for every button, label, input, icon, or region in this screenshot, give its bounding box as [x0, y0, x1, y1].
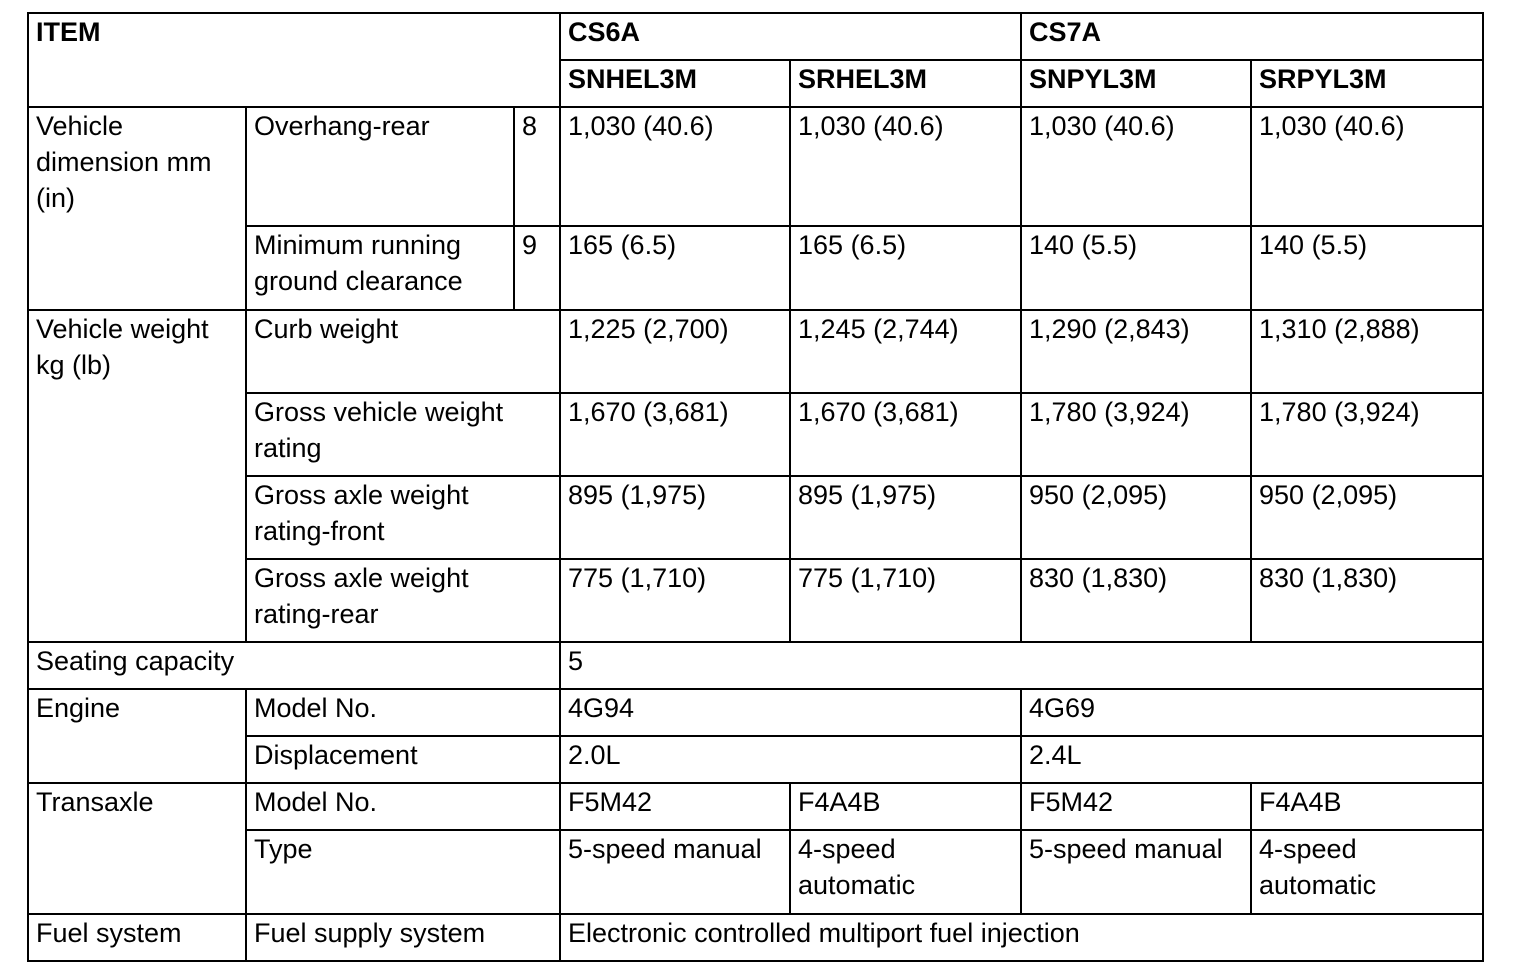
specifications-table [27, 12, 1484, 962]
row-number: 8 [514, 107, 560, 226]
cell-value: 4G94 [560, 689, 1021, 736]
row-label: Gross axle weight rating-front [246, 476, 560, 559]
seating-capacity-label: Seating capacity [28, 642, 560, 689]
transaxle-label: Transaxle [28, 783, 246, 914]
table-row [28, 559, 1483, 642]
cell-value: 1,030 (40.6) [790, 107, 1021, 226]
cell-value: F4A4B [790, 783, 1021, 830]
vehicle-dimension-label: Vehicle dimension mm (in) [28, 107, 246, 310]
model-header-srhel3m: SRHEL3M [790, 60, 1021, 107]
header-row-groups [28, 13, 1483, 60]
cell-value: 140 (5.5) [1251, 226, 1483, 310]
cell-value: 1,225 (2,700) [560, 310, 790, 393]
seating-capacity-value: 5 [560, 642, 1483, 689]
cell-value: 165 (6.5) [560, 226, 790, 310]
row-number: 9 [514, 226, 560, 310]
table-row [28, 914, 1483, 961]
cell-value: 895 (1,975) [560, 476, 790, 559]
cell-value: 895 (1,975) [790, 476, 1021, 559]
cell-value: 140 (5.5) [1021, 226, 1251, 310]
cell-value: 1,780 (3,924) [1251, 393, 1483, 476]
cell-value: 1,780 (3,924) [1021, 393, 1251, 476]
row-label: Gross vehicle weight rating [246, 393, 560, 476]
group-header-cs6a: CS6A [560, 13, 1021, 60]
row-label: Overhang-rear [246, 107, 514, 226]
vehicle-weight-label: Vehicle weight kg (lb) [28, 310, 246, 642]
cell-value: 1,290 (2,843) [1021, 310, 1251, 393]
row-label: Minimum running ground clearance [246, 226, 514, 310]
cell-value: 775 (1,710) [790, 559, 1021, 642]
cell-value: 1,310 (2,888) [1251, 310, 1483, 393]
cell-value: 1,030 (40.6) [1251, 107, 1483, 226]
row-label: Curb weight [246, 310, 560, 393]
table-row [28, 642, 1483, 689]
model-header-snhel3m: SNHEL3M [560, 60, 790, 107]
table-row [28, 226, 1483, 310]
table-row [28, 830, 1483, 914]
cell-value: 5-speed manual [1021, 830, 1251, 914]
row-label: Displacement [246, 736, 560, 783]
cell-value: 830 (1,830) [1251, 559, 1483, 642]
cell-value: F4A4B [1251, 783, 1483, 830]
group-header-cs7a: CS7A [1021, 13, 1483, 60]
row-label: Model No. [246, 783, 560, 830]
table-row [28, 689, 1483, 736]
cell-value: F5M42 [560, 783, 790, 830]
cell-value: 4-speed automatic [790, 830, 1021, 914]
cell-value: 1,670 (3,681) [790, 393, 1021, 476]
cell-value: 1,245 (2,744) [790, 310, 1021, 393]
table-row [28, 310, 1483, 393]
fuel-system-label: Fuel system [28, 914, 246, 961]
table-row [28, 393, 1483, 476]
row-label: Gross axle weight rating-rear [246, 559, 560, 642]
table-row [28, 783, 1483, 830]
cell-value: 775 (1,710) [560, 559, 790, 642]
item-header: ITEM [28, 13, 560, 107]
cell-value: 1,670 (3,681) [560, 393, 790, 476]
model-header-srpyl3m: SRPYL3M [1251, 60, 1483, 107]
cell-value: 5-speed manual [560, 830, 790, 914]
cell-value: 1,030 (40.6) [1021, 107, 1251, 226]
cell-value: 4-speed automatic [1251, 830, 1483, 914]
cell-value: 2.0L [560, 736, 1021, 783]
row-label: Fuel supply system [246, 914, 560, 961]
cell-value: 2.4L [1021, 736, 1483, 783]
table-row [28, 736, 1483, 783]
row-label: Type [246, 830, 560, 914]
cell-value: 165 (6.5) [790, 226, 1021, 310]
cell-value: 1,030 (40.6) [560, 107, 790, 226]
table-row [28, 476, 1483, 559]
cell-value: F5M42 [1021, 783, 1251, 830]
cell-value: 950 (2,095) [1021, 476, 1251, 559]
row-label: Model No. [246, 689, 560, 736]
model-header-snpyl3m: SNPYL3M [1021, 60, 1251, 107]
cell-value: 4G69 [1021, 689, 1483, 736]
cell-value: 830 (1,830) [1021, 559, 1251, 642]
fuel-supply-value: Electronic controlled multiport fuel injection [560, 914, 1483, 961]
engine-label: Engine [28, 689, 246, 783]
cell-value: 950 (2,095) [1251, 476, 1483, 559]
table-row [28, 107, 1483, 226]
